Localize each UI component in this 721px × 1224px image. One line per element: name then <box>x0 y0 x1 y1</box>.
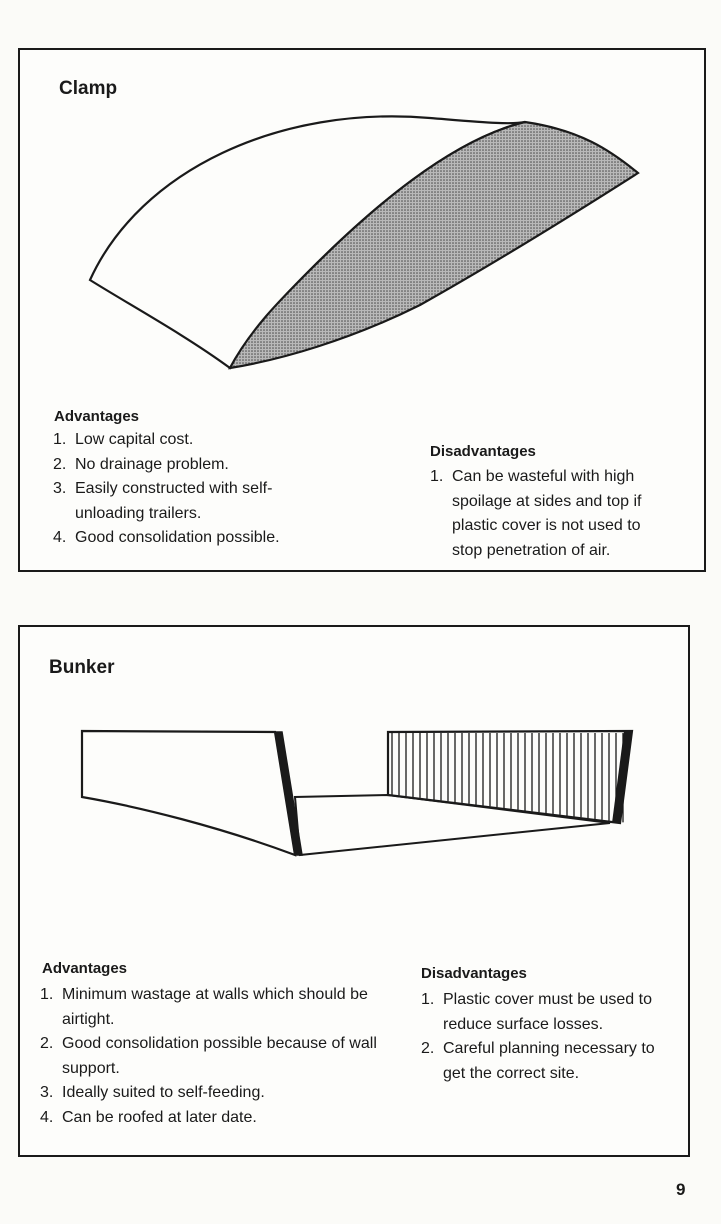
clamp-advantages-list <box>53 428 323 551</box>
list-item: 3. Easily constructed with self-unloading trailers. <box>53 480 273 522</box>
clamp-panel <box>18 48 706 572</box>
list-item: 2. Good consolidation possible because of wall support. <box>40 1035 377 1077</box>
bunker-disadvantages-heading: Disadvantages <box>421 965 527 982</box>
bunker-disadvantages-list <box>421 988 676 1086</box>
list-item: 3. Ideally suited to self-feeding. <box>40 1084 265 1101</box>
bunker-panel <box>18 625 690 1157</box>
list-item: 1. Minimum wastage at walls which should be airtight. <box>40 986 368 1028</box>
list-item: 4. Good consolidation possible. <box>53 529 280 546</box>
clamp-title: Clamp <box>59 78 118 99</box>
list-item: 1. Plastic cover must be used to reduce surface losses. <box>421 991 652 1033</box>
bunker-advantages-heading: Advantages <box>42 960 128 977</box>
clamp-disadvantages-heading: Disadvantages <box>430 443 536 460</box>
page-number: 9 <box>676 1180 686 1199</box>
clamp-disadvantages-list <box>430 465 675 563</box>
list-item: 1. Can be wasteful with high spoilage at sides and top if plastic cover is not used to stop penetration of air. <box>430 468 642 559</box>
bunker-diagram <box>20 627 692 877</box>
clamp-diagram <box>20 50 708 410</box>
list-item: 2. Careful planning necessary to get the correct site. <box>421 1040 655 1082</box>
list-item: 1. Low capital cost. <box>53 431 194 448</box>
clamp-advantages-heading: Advantages <box>54 408 140 425</box>
bunker-title: Bunker <box>49 657 115 678</box>
bunker-left-wall <box>82 731 295 855</box>
list-item: 2. No drainage problem. <box>53 455 229 473</box>
bunker-advantages-list <box>40 983 410 1130</box>
list-item: 4. Can be roofed at later date. <box>40 1108 257 1126</box>
